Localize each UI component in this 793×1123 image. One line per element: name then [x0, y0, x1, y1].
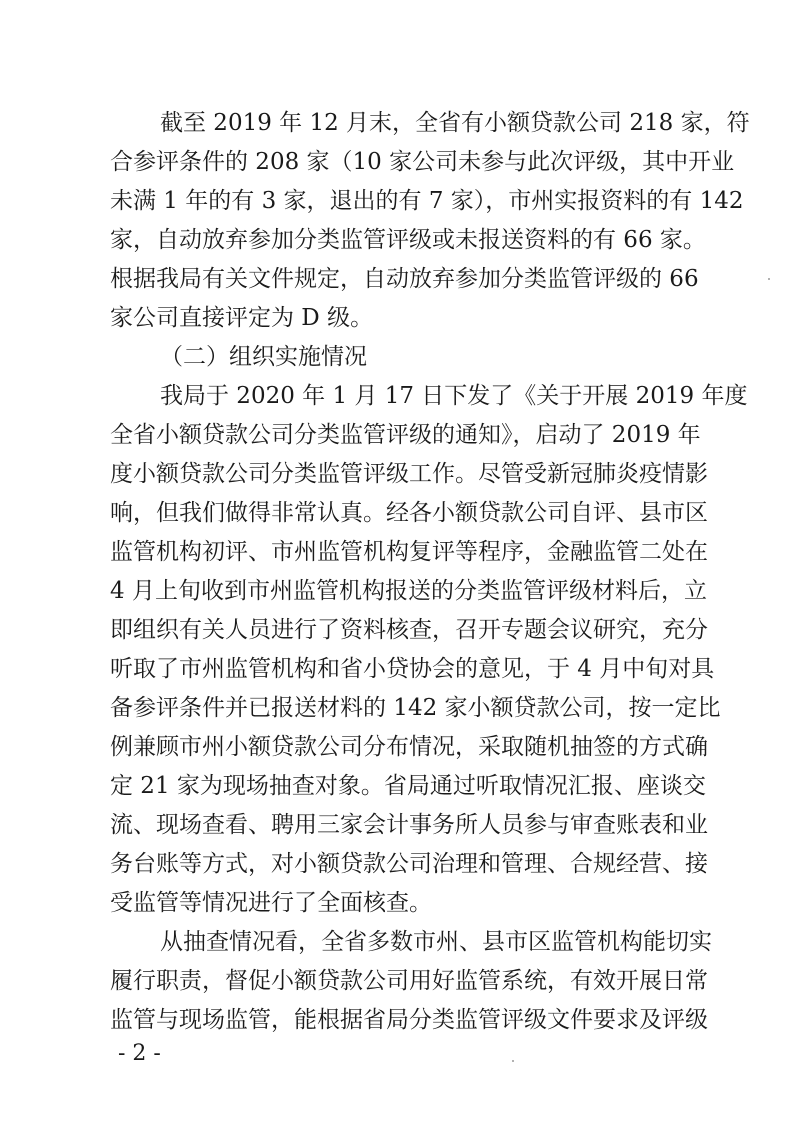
paragraph-line: 务台账等方式，对小额贷款公司治理和管理、合规经营、接 — [110, 851, 708, 877]
scan-speck — [768, 278, 770, 280]
paragraph-line: 受监管等情况进行了全面核查。 — [110, 890, 432, 916]
paragraph-line: 合参评条件的 208 家（10 家公司未参与此次评级，其中开业 — [110, 149, 735, 175]
paragraph-line: 根据我局有关文件规定，自动放弃参加分类监管评级的 66 — [110, 266, 699, 292]
paragraph-line: 履行职责，督促小额贷款公司用好监管系统，有效开展日常 — [110, 968, 708, 994]
paragraph-line: 例兼顾市州小额贷款公司分布情况，采取随机抽签的方式确 — [110, 734, 708, 760]
paragraph-line: 听取了市州监管机构和省小贷协会的意见，于 4 月中旬对具 — [110, 656, 715, 682]
paragraph-line: 定 21 家为现场抽查对象。省局通过听取情况汇报、座谈交 — [110, 773, 706, 799]
paragraph-line: 我局于 2020 年 1 月 17 日下发了《关于开展 2019 年度 — [160, 383, 748, 409]
paragraph-line: 流、现场查看、聘用三家会计事务所人员参与审查账表和业 — [110, 812, 708, 838]
paragraph-line: 响，但我们做得非常认真。经各小额贷款公司自评、县市区 — [110, 500, 708, 526]
paragraph-line: 备参评条件并已报送材料的 142 家小额贷款公司，按一定比 — [110, 695, 721, 721]
section-heading: （二）组织实施情况 — [160, 344, 367, 370]
paragraph-line: 家，自动放弃参加分类监管评级或未报送资料的有 66 家。 — [110, 227, 706, 253]
paragraph-line: 从抽查情况看，全省多数市州、县市区监管机构能切实 — [160, 929, 712, 955]
paragraph-line: 全省小额贷款公司分类监管评级的通知》，启动了 2019 年 — [110, 422, 701, 448]
paragraph-line: 家公司直接评定为 D 级。 — [110, 305, 374, 331]
paragraph-line: 4 月上旬收到市州监管机构报送的分类监管评级材料后，立 — [110, 578, 707, 604]
paragraph-line: 度小额贷款公司分类监管评级工作。尽管受新冠肺炎疫情影 — [110, 461, 708, 487]
paragraph-line: 监管机构初评、市州监管机构复评等程序，金融监管二处在 — [110, 539, 708, 565]
paragraph-line: 即组织有关人员进行了资料核查，召开专题会议研究，充分 — [110, 617, 708, 643]
paragraph-line: 未满 1 年的有 3 家，退出的有 7 家），市州实报资料的有 142 — [110, 188, 744, 214]
paragraph-line: 截至 2019 年 12 月末，全省有小额贷款公司 218 家，符 — [160, 110, 750, 136]
paragraph-line: 监管与现场监管，能根据省局分类监管评级文件要求及评级 — [110, 1007, 708, 1033]
scan-speck — [512, 1060, 514, 1062]
page-number: - 2 - — [118, 1041, 161, 1066]
